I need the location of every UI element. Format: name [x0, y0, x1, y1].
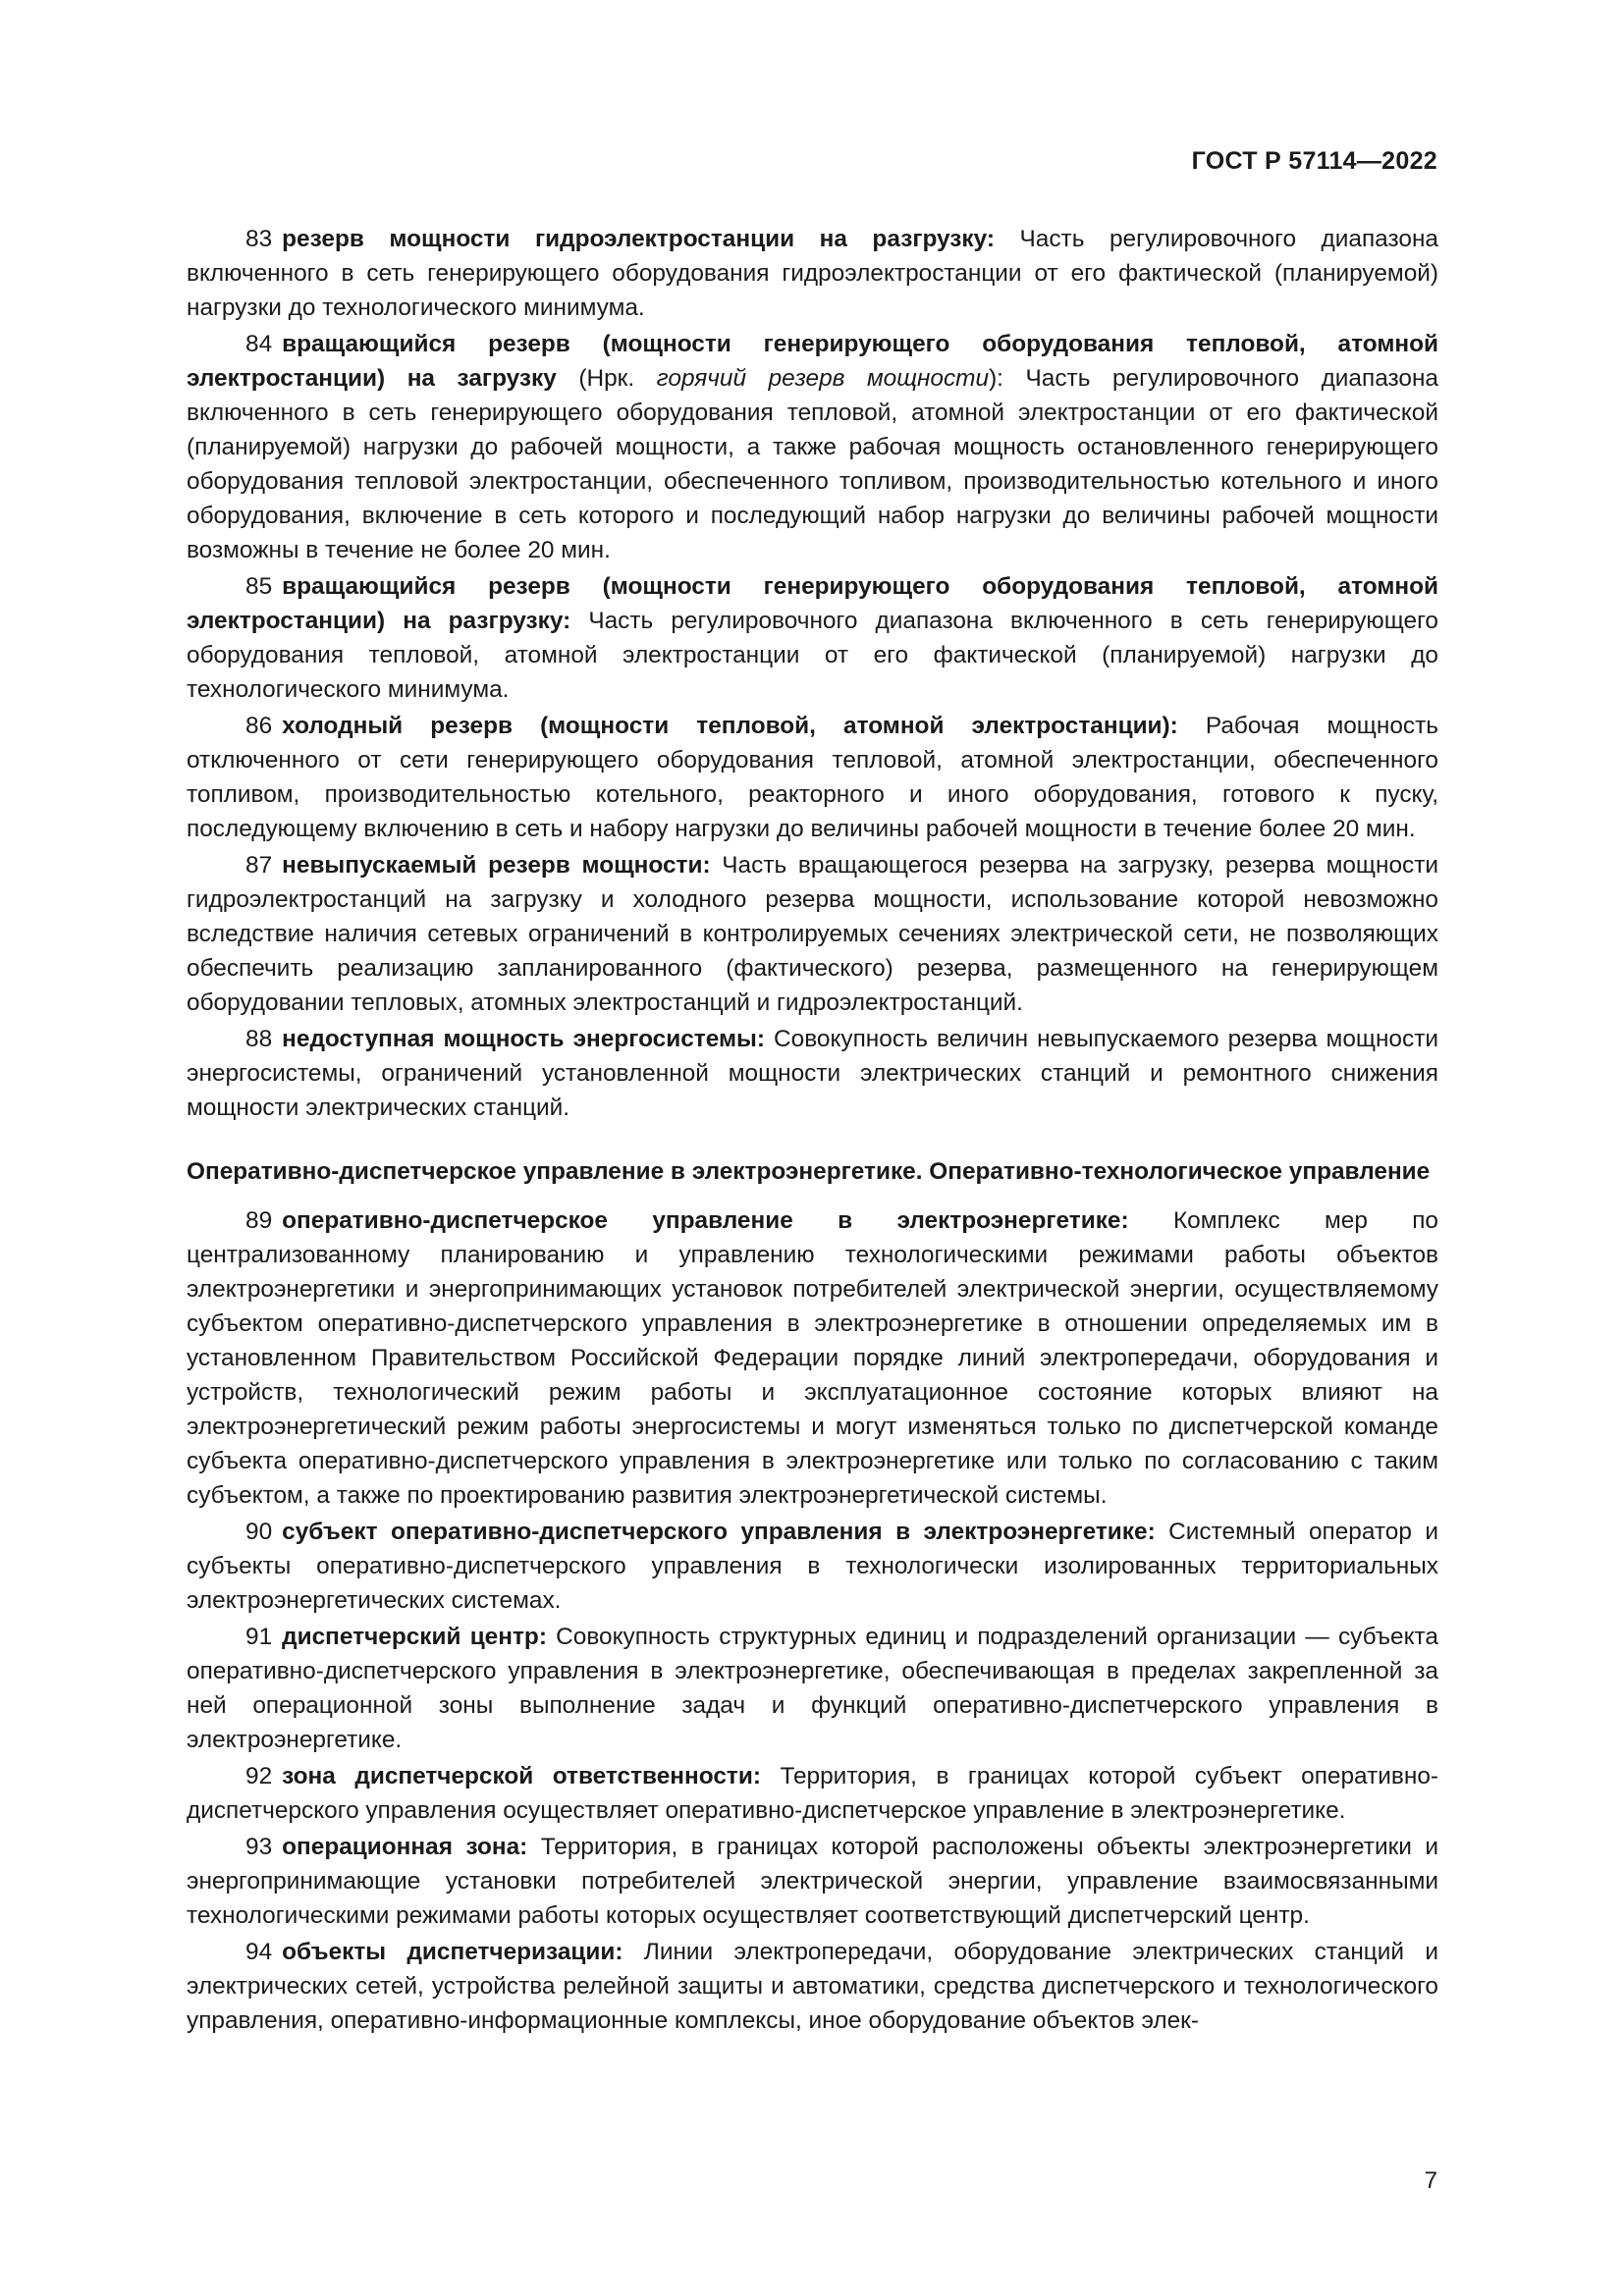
- term-number: 89: [245, 1207, 273, 1234]
- term-definition: Линии электропередачи, оборудование электрических станций и электрических сетей, устройства релейной защиты и автоматики, средства диспетчерского и технологического управления, оперативно-информационные комплексы, иное оборудование объектов элек-: [187, 1939, 1438, 2034]
- term-number: 86: [245, 713, 273, 739]
- term-92: [187, 1759, 1438, 1828]
- term-definition: ): Часть регулировочного диапазона включенного в сеть генерирующего оборудования тепловой, атомной электростанции от его фактической (планируемой) нагрузки до рабочей мощности, а также рабочая мощность остановленного генерирующего оборудования тепловой электростанции, обеспеченного топливом, производительностью котельного и иного оборудования, включение в сеть которого и последующий набор нагрузки до величины рабочей мощности возможны в течение не более 20 мин.: [187, 365, 1438, 563]
- term-84: [187, 327, 1438, 567]
- term-definition: Часть регулировочного диапазона включенного в сеть генерирующего оборудования тепловой, атомной электростанции от его фактической (планируемой) нагрузки до технологического минимума.: [187, 608, 1438, 703]
- term-90: [187, 1515, 1438, 1618]
- term-deprecated-synonym: горячий резерв мощности: [656, 365, 990, 392]
- term-86: [187, 709, 1438, 846]
- term-number: 83: [245, 226, 273, 252]
- term-definition: Территория, в границах которой субъект оперативно-диспетчерского управления осуществляет оперативно-диспетчерское управление в электроэнергетике.: [187, 1763, 1439, 1824]
- term-number: 91: [245, 1624, 273, 1650]
- term-89: [187, 1203, 1438, 1513]
- term-name: холодный резерв (мощности тепловой, атомной электростанции):: [282, 713, 1178, 739]
- page-number: 7: [1424, 2167, 1437, 2194]
- term-85: [187, 569, 1438, 707]
- term-93: [187, 1830, 1438, 1933]
- term-number: 88: [245, 1026, 273, 1052]
- term-definition: Совокупность структурных единиц и подразделений организации — субъекта оперативно-диспетчерского управления в электроэнергетике, обеспечивающая в пределах закрепленной за ней операционной зоны выполнение задач и функций оперативно-диспетчерского управления в электроэнергетике.: [187, 1624, 1438, 1753]
- term-number: 84: [245, 331, 273, 357]
- term-definition: Рабочая мощность отключенного от сети генерирующего оборудования тепловой, атомной электростанции, обеспеченного топливом, производительностью котельного, реакторного и иного оборудования, готового к пуску, последующему включению в сеть и набору нагрузки до величины рабочей мощности в течение более 20 мин.: [187, 713, 1438, 842]
- term-definition: Часть вращающегося резерва на загрузку, резерва мощности гидроэлектростанций на загрузку и холодного резерва мощности, использование которой невозможно вследствие наличия сетевых ограничений в контролируемых сечениях электрической сети, не позволяющих обеспечить реализацию запланированного (фактического) резерва, размещенного на генерирующем оборудовании тепловых, атомных электростанций и гидроэлектростанций.: [187, 852, 1438, 1016]
- term-name: невыпускаемый резерв мощности:: [282, 852, 711, 879]
- term-name: операционная зона:: [282, 1834, 528, 1860]
- term-94: [187, 1935, 1438, 2038]
- term-name: зона диспетчерской ответственности:: [282, 1763, 761, 1789]
- term-88: [187, 1022, 1438, 1125]
- term-name: вращающийся резерв (мощности генерирующего оборудования тепловой, атомной электростанции) на разгрузку:: [187, 573, 1438, 634]
- term-definition: Системный оператор и субъекты оперативно-диспетчерского управления в технологически изолированных территориальных электроэнергетических системах.: [187, 1519, 1439, 1614]
- term-number: 90: [245, 1519, 273, 1545]
- term-definition: Совокупность величин невыпускаемого резерва мощности энергосистемы, ограничений установленной мощности электрических станций и ремонтного снижения мощности электрических станций.: [187, 1026, 1438, 1121]
- term-name: диспетчерский центр:: [282, 1624, 547, 1650]
- document-code: ГОСТ Р 57114—2022: [1191, 147, 1437, 175]
- term-83: [187, 222, 1438, 325]
- term-number: 94: [245, 1939, 273, 1965]
- term-number: 85: [245, 573, 273, 600]
- term-definition: Часть регулировочного диапазона включенного в сеть генерирующего оборудования гидроэлектростанции от его фактической (планируемой) нагрузки до технологического минимума.: [187, 226, 1438, 321]
- page-content: [187, 222, 1438, 2040]
- term-number: 93: [245, 1834, 273, 1860]
- term-name: вращающийся резерв (мощности генерирующего оборудования тепловой, атомной электростанции) на загрузку: [187, 331, 1438, 392]
- term-name: резерв мощности гидроэлектростанции на разгрузку:: [282, 226, 995, 252]
- term-91: [187, 1620, 1438, 1757]
- term-87: [187, 848, 1438, 1020]
- term-definition: Территория, в границах которой расположены объекты электроэнергетики и энергопринимающие установки потребителей электрической энергии, управление взаимосвязанными технологическими режимами работы которых осуществляет соответствующий диспетчерский центр.: [187, 1834, 1438, 1929]
- term-number: 87: [245, 852, 273, 879]
- term-name: недоступная мощность энергосистемы:: [282, 1026, 765, 1052]
- section-heading: Оперативно-диспетчерское управление в электроэнергетике. Оперативно-технологическое управление: [187, 1158, 1431, 1185]
- term-number: 92: [245, 1763, 273, 1789]
- term-note-prefix: (Нрк.: [556, 365, 657, 392]
- term-definition: Комплекс мер по централизованному планированию и управлению технологическими режимами работы объектов электроэнергетики и энергопринимающих установок потребителей электрической энергии, осуществляемому субъектом оперативно-диспетчерского управления в электроэнергетике в отношении определяемых им в установленном Правительством Российской Федерации порядке линий электропередачи, оборудования и устройств, технологический режим работы и эксплуатационное состояние которых влияют на электроэнергетический режим работы энергосистемы и могут изменяться только по диспетчерской команде субъекта оперативно-диспетчерского управления в электроэнергетике или только по согласованию с таким субъектом, а также по проектированию развития электроэнергетической системы.: [187, 1207, 1438, 1509]
- term-name: объекты диспетчеризации:: [282, 1939, 623, 1965]
- term-name: субъект оперативно-диспетчерского управления в электроэнергетике:: [282, 1519, 1156, 1545]
- term-name: оперативно-диспетчерское управление в электроэнергетике:: [282, 1207, 1129, 1234]
